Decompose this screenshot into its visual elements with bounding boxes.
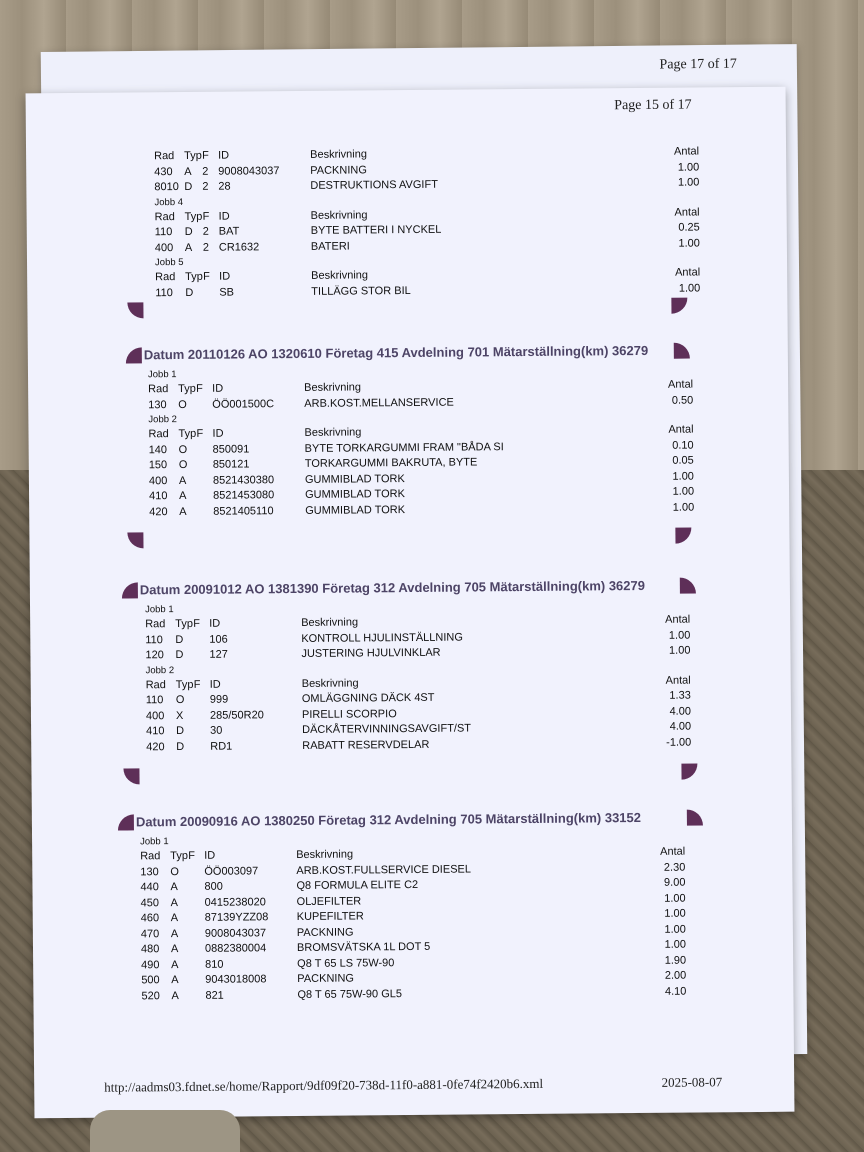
- cell-antal: 0.25: [678, 221, 700, 234]
- cell-typ: D: [176, 740, 185, 753]
- cell-id: 850121: [212, 458, 250, 471]
- header-rad: Rad: [145, 618, 166, 631]
- cell-typ: A: [170, 927, 179, 940]
- header-id: ID: [219, 270, 231, 283]
- header-typ: Typ: [175, 678, 194, 691]
- cell-antal: 2.30: [663, 861, 686, 874]
- header-beskrivning: Beskrivning: [296, 848, 354, 862]
- cell-typ: A: [184, 241, 193, 254]
- cell-typ: D: [184, 180, 193, 193]
- header-rad: Rad: [154, 150, 175, 163]
- cell-rad: 8010: [154, 181, 179, 194]
- cell-f: 2: [202, 180, 209, 193]
- header-id: ID: [204, 849, 216, 862]
- registration-mark: [127, 302, 143, 318]
- header-rad: Rad: [155, 271, 176, 284]
- cell-rad: 400: [154, 241, 174, 254]
- footer-date: 2025-08-07: [661, 1074, 723, 1090]
- cell-typ: A: [179, 489, 187, 503]
- cell-id: ÖÖ003097: [204, 864, 259, 878]
- cell-rad: 410: [146, 725, 165, 738]
- job-label-text: Jobb 5: [154, 256, 184, 269]
- cell-rad: 470: [140, 927, 160, 940]
- cell-typ: X: [175, 709, 184, 722]
- cell-id: 8521430380: [212, 473, 275, 487]
- cell-typ: O: [170, 865, 179, 878]
- cell-antal: 2.00: [664, 969, 687, 982]
- cell-typ: D: [176, 724, 185, 738]
- cell-beskrivning: TILLÄGG STOR BIL: [311, 284, 411, 298]
- cell-typ: A: [170, 896, 179, 909]
- header-antal: Antal: [665, 613, 691, 626]
- header-f: F: [193, 678, 201, 691]
- cell-rad: 430: [154, 165, 173, 178]
- cell-antal: 1.00: [668, 644, 691, 657]
- cell-antal: 1.00: [672, 485, 695, 498]
- cell-antal: 1.00: [672, 470, 694, 483]
- cell-beskrivning: PIRELLI SCORPIO: [301, 707, 397, 721]
- cell-id: 285/50R20: [209, 708, 264, 722]
- cell-typ: O: [175, 693, 185, 707]
- cell-id: 9043018008: [205, 973, 267, 986]
- cell-rad: 110: [145, 694, 164, 707]
- front-paper-sheet: [26, 87, 795, 1119]
- cell-typ: A: [170, 881, 178, 894]
- header-id: ID: [209, 617, 221, 630]
- cell-beskrivning: PACKNING: [297, 972, 354, 985]
- cell-beskrivning: ARB.KOST.FULLSERVICE DIESEL: [296, 862, 472, 877]
- cell-rad: 110: [154, 226, 173, 239]
- header-rad: Rad: [145, 678, 166, 691]
- header-id: ID: [212, 427, 224, 440]
- cell-antal: 1.90: [664, 954, 687, 967]
- cell-id: 821: [205, 989, 224, 1002]
- job-label-text: Jobb 1: [145, 604, 174, 616]
- cell-antal: 0.50: [671, 394, 694, 407]
- header-typ: Typ: [175, 617, 193, 631]
- header-antal: Antal: [668, 423, 694, 436]
- cell-id: BAT: [218, 225, 240, 238]
- header-antal: Antal: [667, 378, 694, 391]
- cell-rad: 400: [145, 709, 165, 722]
- cell-id: 850091: [212, 442, 250, 456]
- cell-typ: O: [178, 458, 188, 472]
- header-antal: Antal: [675, 266, 701, 279]
- cell-f: 2: [202, 241, 210, 254]
- cell-rad: 480: [140, 943, 160, 956]
- cell-id: 127: [209, 648, 228, 661]
- cell-id: CR1632: [218, 240, 260, 254]
- cell-rad: 150: [148, 459, 168, 472]
- cell-beskrivning: KONTROLL HJULINSTÄLLNING: [301, 631, 463, 645]
- header-antal: Antal: [673, 145, 700, 158]
- cell-id: 8521453080: [213, 489, 275, 502]
- header-beskrivning: Beskrivning: [311, 269, 369, 282]
- cell-antal: 4.00: [669, 705, 692, 718]
- cell-rad: 140: [148, 443, 168, 456]
- registration-mark: [671, 298, 687, 314]
- cell-beskrivning: KUPEFILTER: [296, 910, 364, 924]
- header-rad: Rad: [148, 383, 169, 396]
- header-beskrivning: Beskrivning: [304, 426, 362, 439]
- cell-antal: 1.00: [677, 176, 700, 189]
- cell-typ: A: [171, 989, 179, 1002]
- job-label-text: Jobb 2: [148, 414, 177, 426]
- header-typ: Typ: [184, 149, 202, 162]
- registration-mark: [126, 347, 142, 363]
- header-beskrivning: Beskrivning: [310, 208, 368, 222]
- cell-id: 810: [205, 958, 224, 971]
- header-f: F: [203, 270, 210, 283]
- cell-id: 9008043037: [204, 926, 267, 940]
- job-label-text: Jobb 2: [145, 664, 175, 676]
- cell-rad: 130: [140, 865, 159, 878]
- cell-f: 2: [202, 165, 209, 178]
- header-beskrivning: Beskrivning: [301, 616, 359, 629]
- cell-rad: 110: [155, 286, 173, 299]
- back-page-label: Page 17 of 17: [659, 56, 737, 73]
- cell-beskrivning: PACKNING: [296, 926, 354, 939]
- cell-antal: 9.00: [663, 876, 686, 889]
- registration-mark: [123, 768, 139, 784]
- cell-id: ÖÖ001500C: [212, 397, 275, 411]
- cell-beskrivning: GUMMIBLAD TORK: [305, 503, 406, 517]
- header-typ: Typ: [184, 210, 203, 223]
- cell-antal: 1.00: [664, 907, 686, 920]
- cell-beskrivning: BYTE BATTERI I NYCKEL: [310, 223, 442, 237]
- continuation-block: [154, 145, 715, 302]
- cell-id: SB: [219, 286, 235, 299]
- cell-beskrivning: Q8 T 65 LS 75W-90: [297, 956, 395, 970]
- section-title: Datum 20090916 AO 1380250 Företag 312 Avdelning 705 Mätarställning(km) 33152: [135, 809, 642, 830]
- registration-mark: [675, 528, 691, 544]
- cell-typ: O: [178, 398, 187, 411]
- registration-mark: [118, 814, 134, 830]
- registration-mark: [122, 582, 138, 598]
- cell-beskrivning: TORKARGUMMI BAKRUTA, BYTE: [304, 456, 478, 470]
- cell-antal: 4.00: [669, 720, 692, 733]
- cell-typ: D: [185, 286, 194, 299]
- section-title: Datum 20110126 AO 1320610 Företag 415 Avdelning 701 Mätarställning(km) 36279: [143, 342, 649, 363]
- registration-mark: [687, 809, 703, 825]
- header-f: F: [196, 382, 203, 395]
- cell-id: RD1: [210, 740, 233, 753]
- header-antal: Antal: [665, 674, 691, 687]
- header-id: ID: [209, 678, 221, 691]
- cell-id: 0882380004: [204, 942, 267, 955]
- header-typ: Typ: [170, 849, 188, 863]
- header-rad: Rad: [148, 428, 169, 441]
- header-antal: Antal: [660, 845, 686, 858]
- cell-typ: D: [184, 225, 193, 238]
- cell-antal: 1.00: [677, 160, 700, 174]
- cell-rad: 500: [141, 974, 160, 987]
- cell-id: 800: [204, 880, 223, 893]
- registration-mark: [674, 343, 690, 359]
- header-f: F: [202, 210, 210, 223]
- cell-typ: A: [171, 974, 179, 987]
- cell-rad: 520: [141, 989, 160, 1002]
- job-section: [145, 599, 706, 756]
- cell-rad: 450: [140, 896, 160, 909]
- cell-antal: 1.00: [668, 629, 691, 642]
- header-beskrivning: Beskrivning: [301, 676, 359, 690]
- job-label-text: Jobb 1: [140, 836, 169, 848]
- cell-id: 87139YZZ08: [204, 911, 269, 924]
- job-section: [140, 831, 701, 1005]
- cell-typ: A: [178, 474, 187, 487]
- cell-antal: 1.00: [672, 501, 695, 514]
- cell-beskrivning: PACKNING: [310, 163, 367, 177]
- seat-belt-buckle: [90, 1110, 240, 1152]
- cell-rad: 490: [141, 958, 160, 971]
- cell-rad: 420: [146, 740, 165, 753]
- cell-beskrivning: BYTE TORKARGUMMI FRAM "BÅDA SI: [304, 440, 504, 455]
- cell-typ: D: [175, 633, 184, 646]
- cell-id: 0415238020: [204, 895, 266, 909]
- header-typ: Typ: [185, 270, 203, 283]
- cell-antal: 1.00: [664, 892, 686, 905]
- cell-antal: 1.00: [664, 923, 686, 936]
- cell-antal: 4.10: [664, 985, 687, 998]
- cell-beskrivning: JUSTERING HJULVINKLAR: [301, 646, 441, 660]
- footer-url: http://aadms03.fdnet.se/home/Rapport/9df09f20-738d-11f0-a881-0fe74f2420b6.xml: [104, 1075, 544, 1095]
- header-f: F: [188, 849, 195, 862]
- cell-antal: -1.00: [666, 736, 692, 749]
- cell-beskrivning: OMLÄGGNING DÄCK 4ST: [301, 691, 435, 705]
- registration-mark: [680, 578, 696, 594]
- cell-beskrivning: BROMSVÄTSKA 1L DOT 5: [296, 940, 431, 954]
- header-typ: Typ: [178, 427, 197, 441]
- cell-rad: 120: [145, 649, 164, 662]
- cell-antal: 1.00: [678, 236, 700, 250]
- cell-id: 106: [209, 633, 228, 646]
- cell-id: 999: [209, 693, 229, 706]
- cell-typ: D: [175, 648, 184, 662]
- cell-beskrivning: ARB.KOST.MELLANSERVICE: [304, 396, 454, 410]
- header-beskrivning: Beskrivning: [310, 148, 367, 161]
- job-label-text: Jobb 4: [154, 196, 184, 208]
- cell-antal: 1.00: [678, 281, 701, 295]
- cell-beskrivning: Q8 FORMULA ELITE C2: [296, 878, 419, 893]
- header-typ: Typ: [178, 382, 196, 396]
- job-section: [148, 364, 709, 521]
- cell-typ: A: [170, 912, 179, 925]
- cell-id: 9008043037: [218, 164, 280, 178]
- cell-rad: 110: [145, 633, 163, 646]
- cell-rad: 440: [140, 881, 159, 894]
- cell-id: 8521405110: [213, 504, 274, 518]
- header-f: F: [202, 149, 209, 162]
- cell-rad: 130: [148, 398, 167, 411]
- header-id: ID: [212, 382, 224, 395]
- front-page-label: Page 15 of 17: [614, 97, 692, 114]
- cell-antal: 0.10: [672, 439, 694, 452]
- cell-beskrivning: GUMMIBLAD TORK: [304, 472, 405, 486]
- cell-rad: 460: [140, 912, 160, 925]
- cell-typ: A: [171, 958, 179, 971]
- cell-beskrivning: GUMMIBLAD TORK: [305, 488, 405, 501]
- cell-beskrivning: Q8 T 65 75W-90 GL5: [297, 987, 403, 1001]
- header-f: F: [193, 617, 200, 630]
- cell-antal: 1.00: [664, 938, 687, 951]
- cell-beskrivning: DESTRUKTIONS AVGIFT: [310, 178, 438, 192]
- cell-antal: 1.33: [669, 689, 691, 702]
- registration-mark: [681, 763, 697, 779]
- header-antal: Antal: [674, 205, 700, 219]
- cell-beskrivning: OLJEFILTER: [296, 894, 362, 908]
- cell-beskrivning: BATERI: [310, 240, 350, 253]
- header-id: ID: [218, 210, 230, 223]
- cell-typ: A: [170, 943, 179, 956]
- section-title: Datum 20091012 AO 1381390 Företag 312 Avdelning 705 Mätarställning(km) 36279: [139, 577, 646, 598]
- header-id: ID: [218, 149, 230, 162]
- cell-typ: O: [178, 443, 188, 456]
- cell-beskrivning: DÄCKÅTERVINNINGSAVGIFT/ST: [302, 722, 472, 736]
- cell-antal: 0.05: [672, 454, 694, 467]
- cell-id: 28: [218, 180, 231, 193]
- header-f: F: [196, 427, 204, 440]
- header-rad: Rad: [140, 850, 161, 863]
- cell-typ: A: [179, 505, 187, 518]
- cell-rad: 400: [148, 474, 168, 487]
- header-beskrivning: Beskrivning: [304, 381, 362, 394]
- cell-f: 2: [202, 225, 209, 238]
- cell-rad: 420: [149, 505, 168, 518]
- registration-mark: [127, 532, 143, 548]
- header-rad: Rad: [154, 210, 175, 223]
- cell-beskrivning: RABATT RESERVDELAR: [302, 738, 430, 752]
- job-label-text: Jobb 1: [147, 369, 177, 381]
- cell-id: 30: [210, 724, 223, 737]
- cell-typ: A: [184, 165, 192, 178]
- cell-rad: 410: [149, 490, 168, 503]
